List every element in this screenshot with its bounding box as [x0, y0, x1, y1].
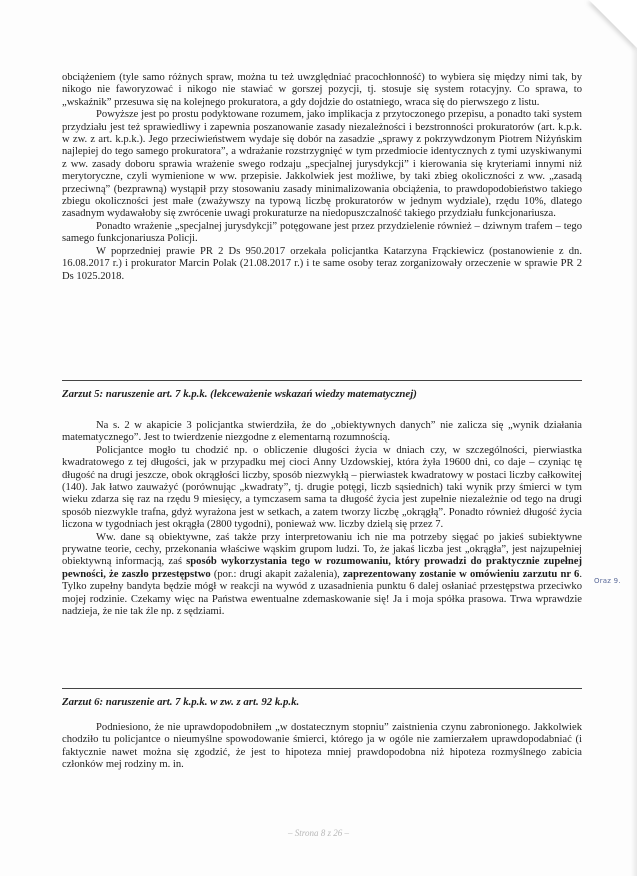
page-edge-shadow [631, 0, 637, 876]
paragraph-assignment-system: Powyższe jest po prostu podyktowane rozumem, jako implikacja z przytoczonego przepisu, a ponadto taki system przydziału jest też sprawiedliwy i zapewnia poszanowanie zasady niezależności i bezstronności prokuratorów (art. k.p.k. w zw. z art. k.p.k.). Jego przeciwieństwem wydaje się dobór na zasadzie „sprawy z pokrzywdzonym Piotrem Niżyńskim najlepiej do tego samego prokuratora”, a wdrażanie rozstrzygnięć w tym przedmiocie identycznych z tymi uzyskiwanymi z ww. zasady doboru sprawia wrażenie swego rodzaju „specjalnej jurysdykcji” i kierowania się kryteriami innymi niż merytoryczne, czyli wymienione w ww. przepisie. Jakkolwiek jest możliwe, by taki zbieg okoliczności z ww. „zasadą przeciwną” (bezprawną) wystąpił przy stosowaniu zasady minimalizowania obciążenia, to prawdopodobieństwo takiego zbiegu okoliczności jest małe (zważywszy na typową liczbę prokuratorów w jednym wydziale), rzędu 10%, dlatego zasadnym wydawałoby się zwrócenie uwagi prokuraturze na niedopuszczalność takiego przydziału funkcjonariusza. [62, 109, 582, 220]
paragraph-calculation: Policjantce mogło tu chodzić np. o obliczenie długości życia w dniach czy, w szczególności, pierwiastka kwadratowego z tej długości, jak w przypadku mej cioci Anny Uzdowskiej, która żyła 19600 dni, co daje – czyniąc tę długość na drugi jeszcze, obok okrągłości liczby, sposób niezwykłą – pierwiastek kwadratowy w postaci liczby całkowitej (140). Jak łatwo zauważyć (porównując „kwadraty”, tj. drugie potęgi, liczb sąsiednich) taki wynik przy śmierci w tym wieku zdarza się raz na rzędu 9 miesięcy, a tymczasem sama ta długość życia jest zupełnie niezależnie od tego na drugi sposób niezwykle trafna, gdyż wyrażona jest w setkach, a zatem tworzy liczbę „okrągłą”. Ponadto również długość życia liczona w tygodniach jest okrągła (2800 tygodni), ponieważ ww. liczby dzielą się przez 7. [62, 444, 582, 531]
folded-corner [589, 0, 637, 48]
paragraph-probability: Podniesiono, że nie uprawdopodobniłem „w dostatecznym stopniu” zaistnienia czynu zabronionego. Jakkolwiek chodziło tu policjantce o nieumyślne spowodowanie śmierci, którego ja w ogóle nie zamierzałem uprawdopodabniać (i faktycznie nawet można się zgodzić, że jest to hipoteza mniej prawdopodobna niż hipoteza rozmyślnego zabicia członków mej rodziny m. in. [62, 722, 582, 771]
top-section [62, 72, 582, 283]
section-heading-zarzut-6: Zarzut 6: naruszenie art. 7 k.p.k. w zw. z art. 92 k.p.k. [62, 696, 300, 708]
zarzut-5-body [62, 420, 582, 619]
section-divider [62, 380, 582, 381]
paragraph-objective-data: Ww. dane są obiektywne, zaś także przy interpretowaniu ich nie ma potrzeby sięgać po jakieś subiektywne prywatne teorie, cechy, przekonania właściwe wąskim grupom ludzi. To, że jakaś liczba jest „okrągła”, jest najzupełniej obiektywną informacją, zaś sposób wykorzystania tego w rozumowaniu, który prowadzi do praktycznie zupełnej pewności, że zaszło przestępstwo (por.: drugi akapit zażalenia), zaprezentowany zostanie w omówieniu zarzutu nr 6. Tylko zupełny bandyta będzie mógł w reakcji na wywód z uzasadnienia punktu 6 dalej osłaniać przestępstwa przeciwko mojej rodzinie. Czekamy więc na Państwa ewentualne zdemaskowanie się! Ja i moja spółka prasowa. Trwa wprawdzie nadzieja, że nie tak źle np. z sędziami. [62, 531, 582, 618]
section-divider [62, 688, 582, 689]
paragraph-continued: obciążeniem (tyle samo różnych spraw, można tu też uwzględniać pracochłonność) to wybiera się między nimi tak, by nikogo nie faworyzować i nikogo nie stawiać w gorszej pozycji, tj. stosuje się system rotacyjny. Co sprawa, to „wskaźnik” przesuwa się na kolejnego prokuratora, a gdy dojdzie do ostatniego, wraca się do pierwszego z listu. [62, 72, 582, 108]
zarzut-6-body [62, 722, 582, 772]
paragraph-previous-case: W poprzedniej prawie PR 2 Ds 950.2017 orzekała policjantka Katarzyna Frąckiewicz (postanowienie z dn. 16.08.2017 r.) i prokurator Marcin Polak (21.08.2017 r.) i te same osoby teraz zorganizowały orzeczenie w sprawie PR 2 Ds 1025.2018. [62, 245, 582, 282]
page-number-footer: – Strona 8 z 26 – [288, 828, 349, 838]
paragraph-police-assignment: Ponadto wrażenie „specjalnej jurysdykcji” potęgowane jest przez przydzielenie również – dziwnym trafem – tego samego funkcjonariusza Policji. [62, 220, 582, 245]
paragraph-claim: Na s. 2 w akapicie 3 policjantka stwierdziła, że do „obiektywnych danych” nie zalicza się „wynik działania matematycznego”. Jest to twierdzenie niezgodne z elementarną rozumnością. [62, 420, 582, 444]
handwritten-margin-note: Oraz 9. [594, 577, 621, 585]
section-heading-zarzut-5: Zarzut 5: naruszenie art. 7 k.p.k. (lekceważenie wskazań wiedzy matematycznej) [62, 388, 417, 400]
